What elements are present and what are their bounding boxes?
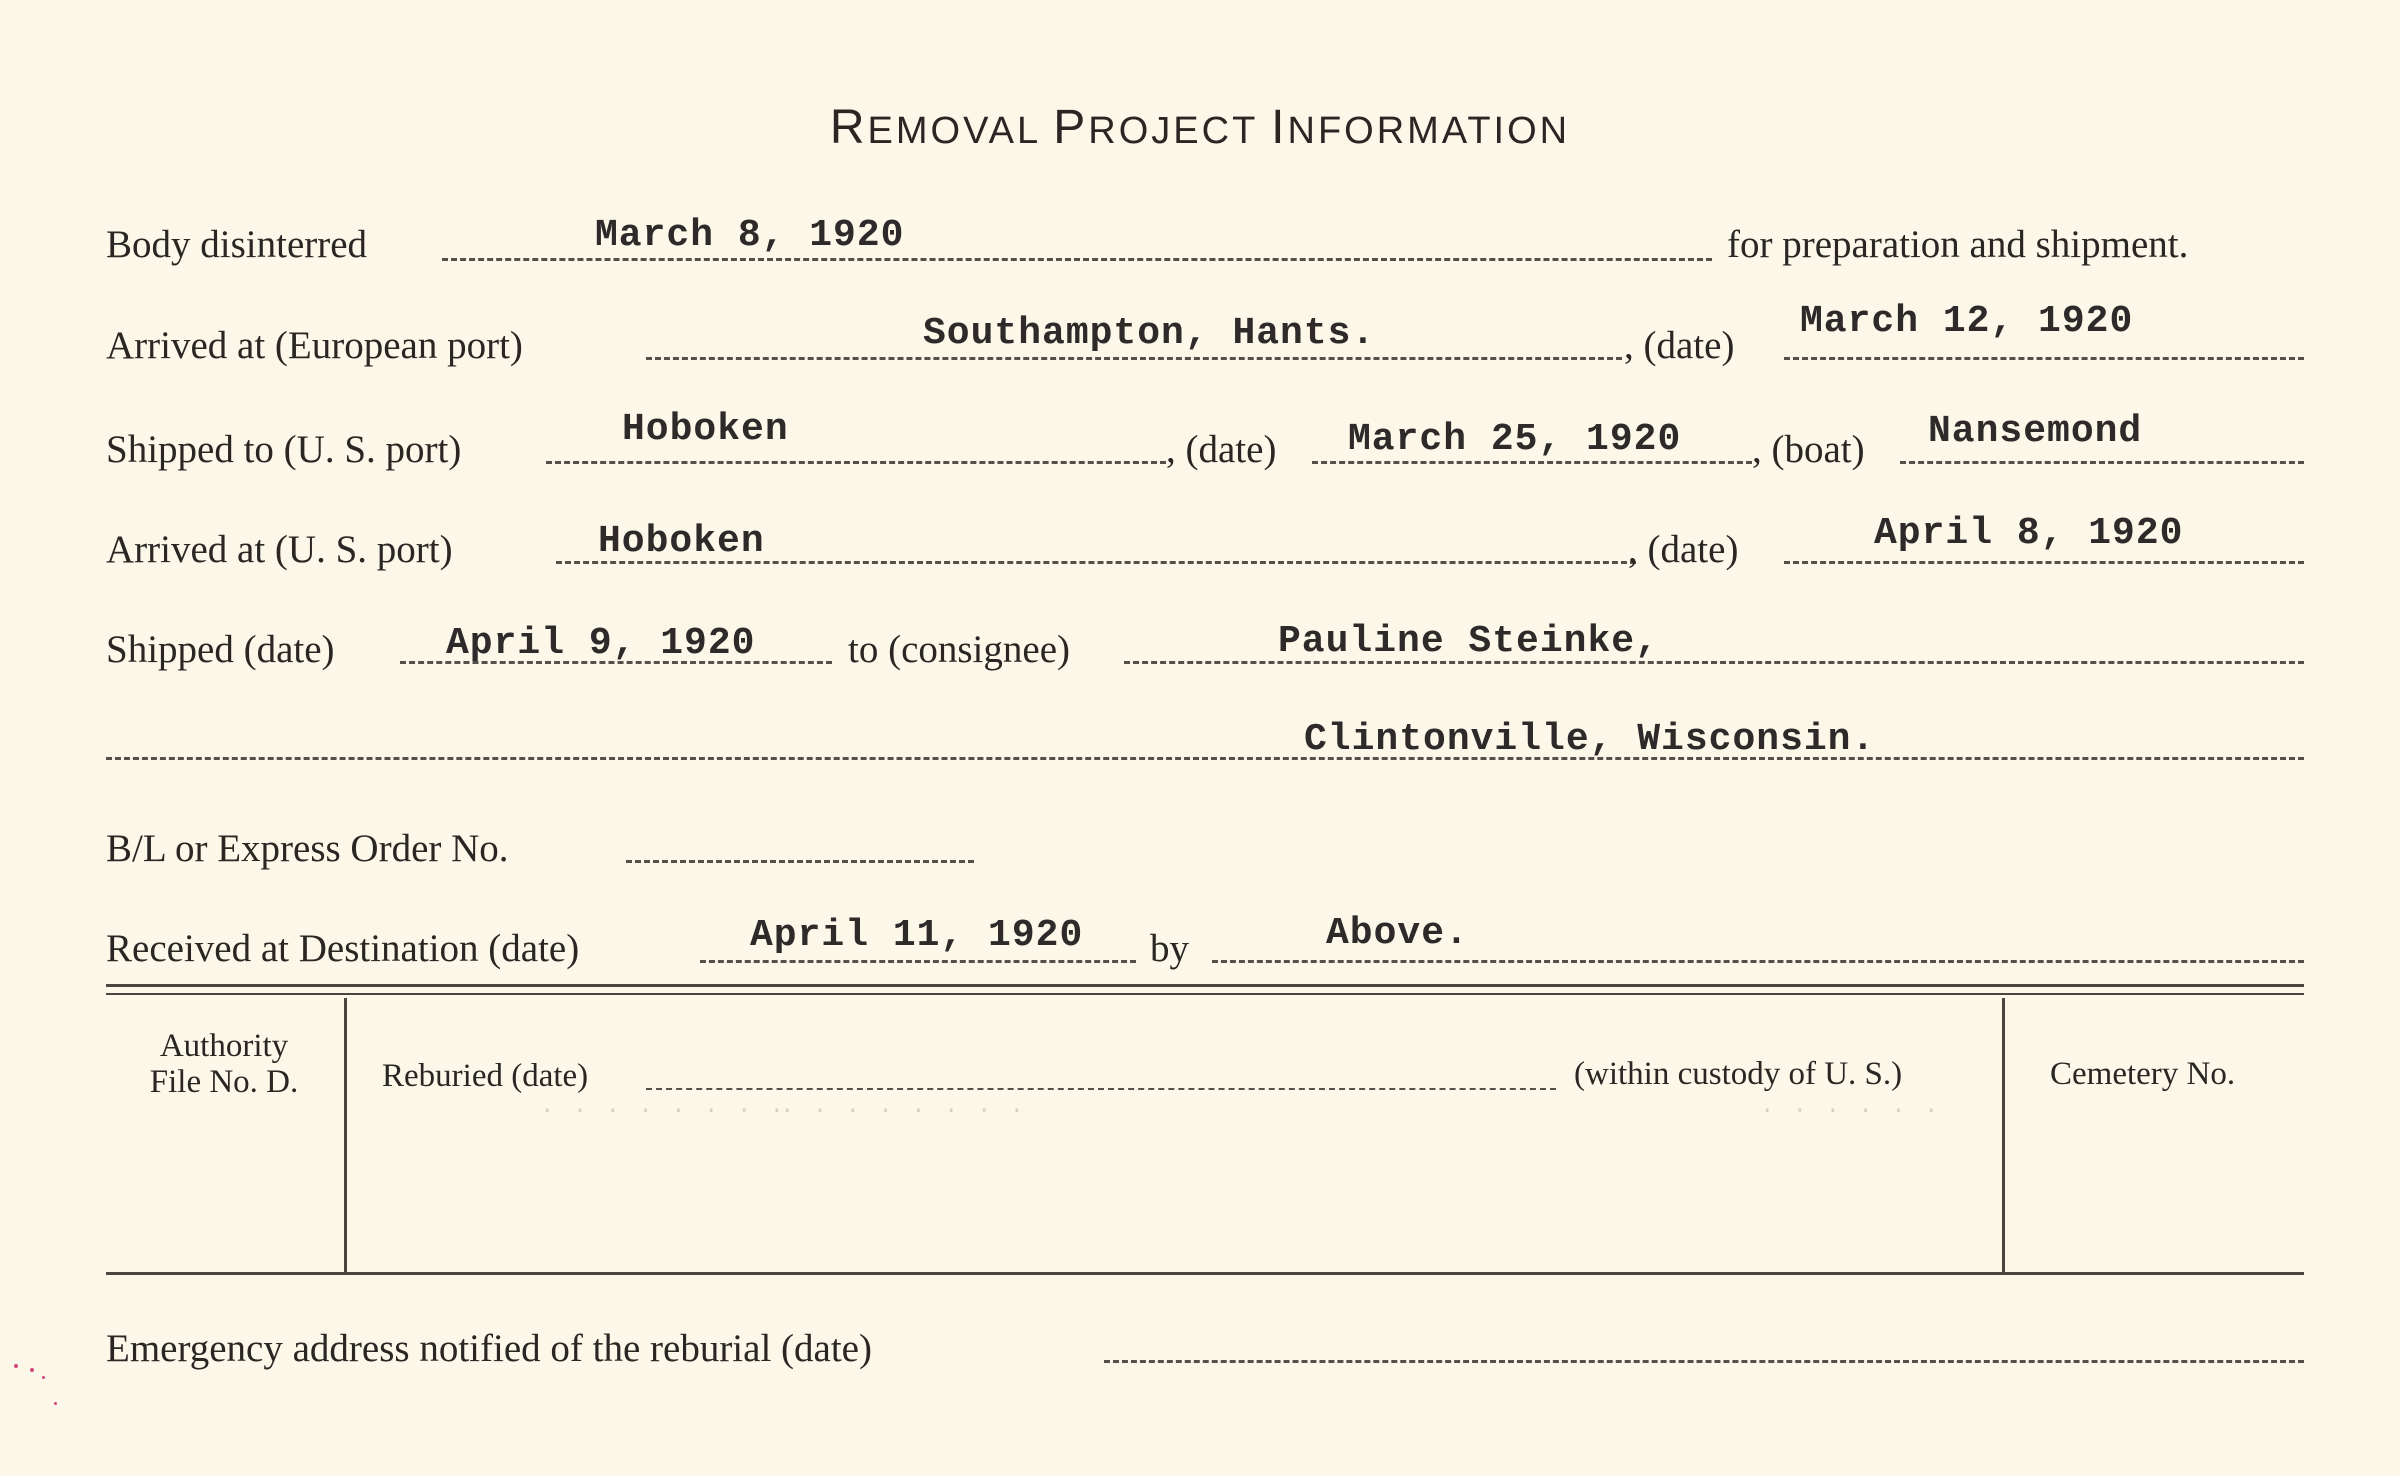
us-arrived-label: Arrived at (U. S. port)	[106, 528, 453, 571]
us-ship-value: Hoboken	[622, 408, 789, 451]
eu-port-line	[646, 357, 1622, 360]
eu-port-value: Southampton, Hants.	[923, 312, 1376, 355]
bleed-through-mark-2: · · · · · · · ·	[780, 1098, 1027, 1125]
us-ship-date-value: March 25, 1920	[1348, 418, 1682, 461]
us-arrived-value: Hoboken	[598, 520, 765, 563]
ink-speck	[30, 1368, 34, 1372]
authority-line1: Authority	[159, 1028, 289, 1064]
ink-speck	[54, 1402, 57, 1405]
table-top-rule-inner	[106, 993, 2304, 995]
eu-port-label: Arrived at (European port)	[106, 324, 523, 367]
boat-value: Nansemond	[1928, 410, 2143, 453]
us-arrived-date-value: April 8, 1920	[1874, 512, 2184, 555]
us-arrived-date-label: , (date)	[1628, 528, 1739, 571]
us-ship-date-label: , (date)	[1166, 428, 1277, 471]
by-line	[1212, 960, 2304, 963]
bl-line	[626, 860, 974, 863]
received-label: Received at Destination (date)	[106, 927, 580, 970]
reburied-label: Reburied (date)	[382, 1058, 589, 1094]
card-title: REMOVAL PROJECT INFORMATION	[829, 101, 1571, 154]
by-value: Above.	[1326, 912, 1469, 955]
table-divider-left	[344, 998, 347, 1274]
consignee-label: to (consignee)	[848, 628, 1071, 671]
cemetery-label: Cemetery No.	[2050, 1056, 2236, 1092]
boat-line	[1900, 461, 2304, 464]
disinterred-suffix: for preparation and shipment.	[1727, 223, 2189, 266]
by-label: by	[1150, 927, 1189, 970]
us-ship-date-line	[1312, 461, 1752, 464]
emergency-line	[1104, 1360, 2304, 1363]
shipped-date-value: April 9, 1920	[446, 622, 756, 665]
authority-line2: File No. D.	[149, 1064, 299, 1100]
eu-date-value: March 12, 1920	[1800, 300, 2134, 343]
table-top-rule	[106, 984, 2304, 987]
bleed-through-mark-3: · · · · · ·	[1760, 1098, 1941, 1125]
boat-label: , (boat)	[1752, 428, 1865, 471]
us-ship-line	[546, 461, 1166, 464]
table-bottom-rule	[106, 1272, 2304, 1275]
table-divider-right	[2002, 998, 2005, 1274]
emergency-label: Emergency address notified of the reburial (date)	[106, 1327, 872, 1370]
shipped-date-label: Shipped (date)	[106, 628, 335, 671]
ink-speck	[42, 1376, 45, 1379]
received-value: April 11, 1920	[750, 914, 1084, 957]
reburied-line	[646, 1088, 1556, 1090]
bl-label: B/L or Express Order No.	[106, 827, 509, 870]
disinterred-value: March 8, 1920	[595, 214, 905, 257]
consignee-address: Clintonville, Wisconsin.	[1304, 718, 1876, 761]
authority-cell	[106, 1028, 342, 1100]
us-ship-label: Shipped to (U. S. port)	[106, 428, 462, 471]
disinterred-label: Body disinterred	[106, 223, 368, 266]
us-arrived-date-line	[1784, 561, 2304, 564]
custody-label: (within custody of U. S.)	[1574, 1056, 1903, 1092]
bleed-through-mark: · · · · · · · ·	[540, 1098, 787, 1125]
eu-date-line	[1784, 357, 2304, 360]
ink-speck	[14, 1364, 18, 1368]
consignee-value: Pauline Steinke,	[1278, 620, 1659, 663]
received-line	[700, 960, 1136, 963]
disinterred-line	[442, 258, 1712, 261]
address-line	[106, 757, 2304, 760]
eu-date-label: , (date)	[1624, 324, 1735, 367]
